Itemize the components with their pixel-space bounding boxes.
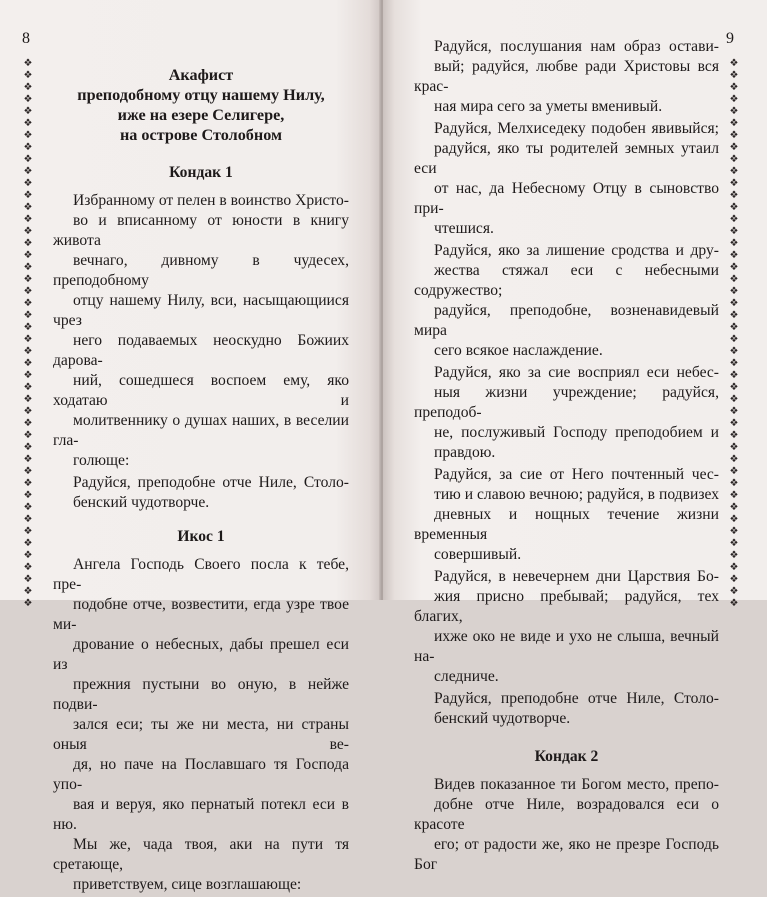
ikos-refrain-3 bbox=[414, 241, 719, 361]
text-line: Радуйся, преподобне отче Ниле, Столо- bbox=[434, 690, 719, 707]
text-line: него подаваемых неоскудно Божиих дарова- bbox=[53, 332, 349, 369]
text-line: его; от радости же, яко не презре Господь Бог bbox=[414, 836, 719, 873]
text-line: подобне отче, возвестити, егда узре твое ми- bbox=[53, 596, 349, 633]
kondak1-heading: Кондак 1 bbox=[169, 164, 233, 181]
text-line: добне отче Ниле, возрадовался еси о красоте bbox=[414, 796, 719, 833]
text-line: дрование о небесных, дабы прешел еси из bbox=[53, 636, 349, 673]
kondak2-paragraph bbox=[414, 775, 719, 875]
text-line: Радуйся, яко за лишение сродства и дру- bbox=[434, 242, 719, 259]
text-line: чтешися. bbox=[434, 220, 494, 237]
text-line: тию и славою вечною; радуйся, в подвизех bbox=[434, 486, 719, 503]
page-number-left: 8 bbox=[22, 30, 30, 47]
text-line: Радуйся, Мелхиседеку подобен явивыйся; bbox=[434, 120, 719, 137]
ikos-refrain-6 bbox=[414, 567, 719, 687]
text-line: правдою. bbox=[434, 444, 496, 461]
text-line: прежния пустыни во оную, в нейже подви- bbox=[53, 676, 349, 713]
text-line: Мы же, чада твоя, аки на пути тя сретающе, bbox=[53, 836, 349, 873]
text-line: ныя жизни учреждение; радуйся, преподоб- bbox=[414, 384, 719, 421]
text-line: дя, но паче на Пославшаго тя Господа упо- bbox=[53, 756, 349, 793]
title-line: иже на езере Селигере, bbox=[117, 106, 285, 124]
text-line: бенский чудотворче. bbox=[434, 710, 571, 727]
ikos-refrain-5 bbox=[414, 465, 719, 565]
ikos1-heading: Икос 1 bbox=[177, 528, 225, 545]
text-line: Радуйся, за сие от Него почтенный чес- bbox=[434, 466, 719, 483]
ikos-refrain-7 bbox=[414, 689, 719, 729]
text-line: Видев показанное ти Богом место, препо- bbox=[434, 776, 719, 793]
ikos-refrain-1 bbox=[414, 37, 719, 117]
akathist-title bbox=[53, 65, 349, 145]
ikos-refrain-4 bbox=[414, 363, 719, 463]
title-line: Акафист bbox=[168, 66, 234, 84]
right-page-text bbox=[414, 37, 719, 877]
title-line: преподобному отцу нашему Нилу, bbox=[77, 86, 325, 104]
ornamental-border-right: ❖ ❖ ❖ ❖ ❖ ❖ ❖ ❖ ❖ ❖ ❖ ❖ ❖ ❖ ❖ ❖ ❖ ❖ ❖ ❖ ❖ ❖ ❖ ❖ ❖ ❖ ❖ ❖ ❖ ❖ ❖ ❖ ❖ ❖ ❖ ❖ ❖ ❖ ❖ ❖ ❖ ❖ ❖ ❖ ❖ ❖ bbox=[729, 58, 739, 609]
page-number-right: 9 bbox=[726, 30, 734, 47]
text-line: Радуйся, преподобне отче Ниле, Столо- bbox=[73, 474, 349, 491]
ornamental-border-left: ❖ ❖ ❖ ❖ ❖ ❖ ❖ ❖ ❖ ❖ ❖ ❖ ❖ ❖ ❖ ❖ ❖ ❖ ❖ ❖ ❖ ❖ ❖ ❖ ❖ ❖ ❖ ❖ ❖ ❖ ❖ ❖ ❖ ❖ ❖ ❖ ❖ ❖ ❖ ❖ ❖ ❖ ❖ ❖ ❖ ❖ bbox=[23, 58, 33, 609]
text-line: жия присно пребывай; радуйся, тех благих, bbox=[414, 588, 719, 625]
text-line: от нас, да Небесному Отцу в сыновство при- bbox=[414, 180, 719, 217]
text-line: радуйся, преподобне, возненавидевый мира bbox=[414, 302, 719, 339]
text-line: молитвеннику о душах наших, в веселии гла- bbox=[53, 412, 349, 449]
kondak1-paragraph bbox=[53, 191, 349, 471]
text-line: Радуйся, яко за сие восприял еси небес- bbox=[434, 364, 719, 381]
text-line: вая и веруя, яко пернатый потекл еси в ню. bbox=[53, 796, 349, 833]
text-line: Радуйся, послушания нам образ остави- bbox=[434, 38, 719, 55]
text-line: вечнаго, дивному в чудесех, преподобному bbox=[53, 252, 349, 289]
text-line: бенский чудотворче. bbox=[73, 494, 210, 511]
text-line: совершивый. bbox=[434, 546, 522, 563]
left-page-text bbox=[53, 65, 349, 897]
kondak1-refrain bbox=[53, 473, 349, 513]
text-line: дневных и нощных течение жизни временныя bbox=[414, 506, 719, 543]
text-line: во и вписанному от юности в книгу живота bbox=[53, 212, 349, 249]
ikos1-paragraph bbox=[53, 555, 349, 895]
left-page bbox=[0, 0, 381, 893]
text-line: сего всякое наслаждение. bbox=[434, 342, 603, 359]
text-line: приветствуем, сице возглашающе: bbox=[73, 876, 302, 893]
text-line: не, послуживый Господу преподобием и bbox=[434, 424, 719, 441]
text-line: вый; радуйся, любве ради Христовы вся крас- bbox=[414, 58, 719, 95]
text-line: ная мира сего за уметы вменивый. bbox=[434, 98, 663, 115]
text-line: Избранному от пелен в воинство Христо- bbox=[73, 192, 349, 209]
text-line: зался еси; ты же ни места, ни страны оныя ве- bbox=[53, 716, 349, 753]
ikos-refrain-2 bbox=[414, 119, 719, 239]
text-line: Радуйся, в невечернем дни Царствия Бо- bbox=[434, 568, 719, 585]
text-line: следниче. bbox=[434, 668, 499, 685]
title-line: на острове Столобном bbox=[119, 126, 283, 144]
text-line: голюще: bbox=[73, 452, 130, 469]
text-line: отцу нашему Нилу, вси, насыщающиися чрез bbox=[53, 292, 349, 329]
text-line: ихже око не виде и ухо не слыша, вечный на- bbox=[414, 628, 719, 665]
kondak2-heading: Кондак 2 bbox=[534, 748, 599, 765]
text-line: радуйся, яко ты родителей земных утаил еси bbox=[414, 140, 719, 177]
text-line: ний, сошедшеся воспоем ему, яко ходатаю и bbox=[53, 372, 349, 409]
text-line: Ангела Господь Своего посла к тебе, пре- bbox=[53, 556, 349, 593]
text-line: жества стяжал еси с небесными содружество; bbox=[414, 262, 719, 299]
